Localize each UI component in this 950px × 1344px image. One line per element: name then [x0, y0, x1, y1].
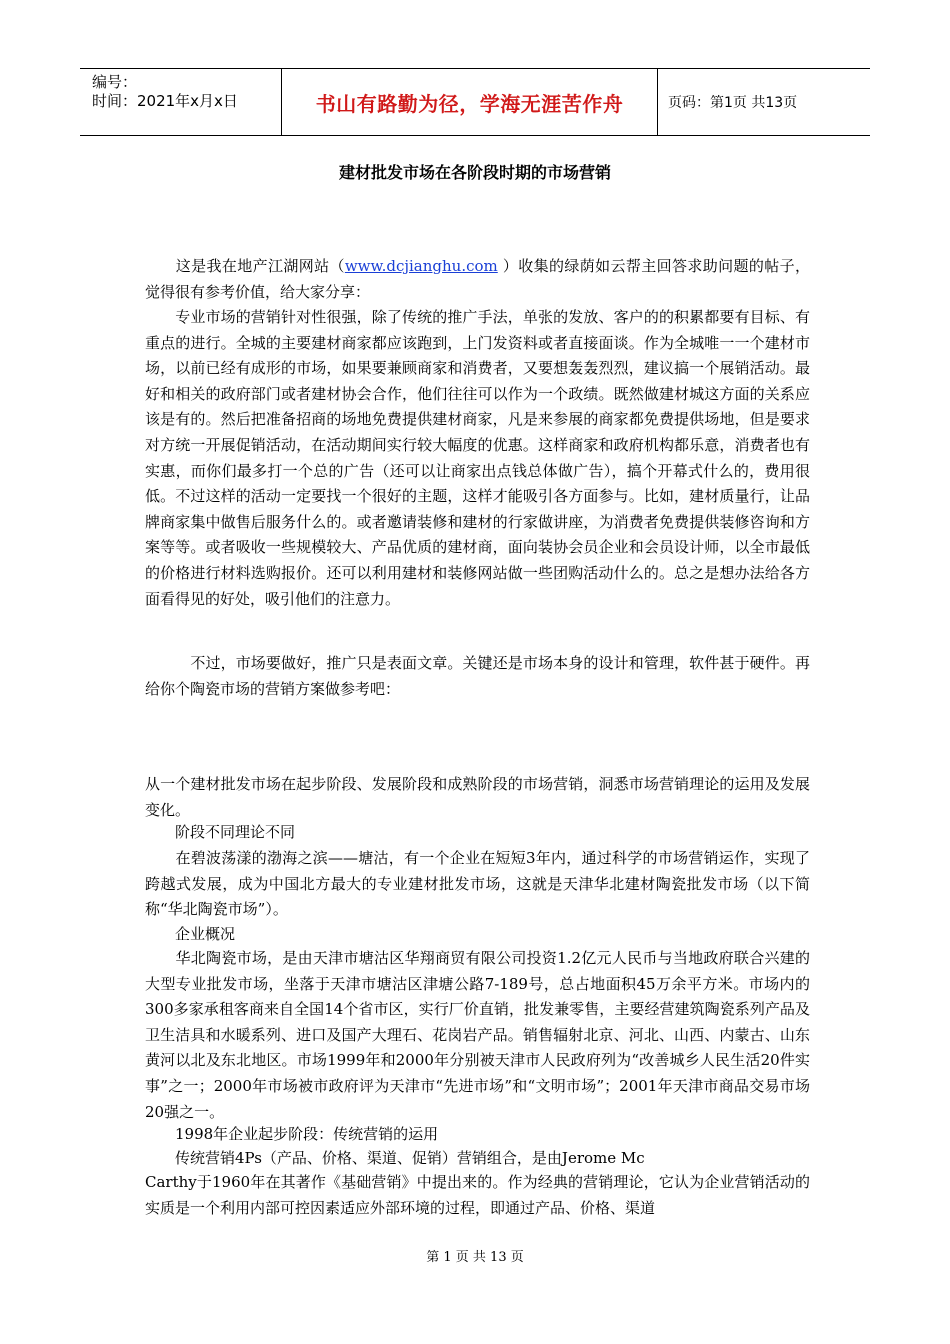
- body-paragraph: 从一个建材批发市场在起步阶段、发展阶段和成熟阶段的市场营销，洞悉市场营销理论的运用及发展变化。: [145, 775, 810, 819]
- header-meta: [80, 69, 282, 135]
- date-label: 时间：2021年x月x日: [92, 92, 238, 110]
- intro-text-after: ）收集的绿荫如云帮主回答求助问题的帖子，觉得很有参考价值，给大家分享：: [145, 257, 810, 301]
- intro-paragraph: [145, 254, 810, 305]
- body-paragraph: 华北陶瓷市场，是由天津市塘沽区华翔商贸有限公司投资1.2亿元人民币与当地政府联合兴建的大型专业批发市场，坐落于天津市塘沽区津塘公路7-189号，总占地面积45万余平方米。市场内的300多家承租客商来自全国14个省市区，实行厂价直销，批发兼零售，主要经营建筑陶瓷系列产品及卫生洁具和水暖系列、进口及国产大理石、花岗岩产品。销售辐射北京、河北、山西、内蒙古、山东黄河以北及东北地区。市场1999年和2000年分别被天津市人民政府列为“改善城乡人民生活20件实事”之一；2000年市场被市政府评为天津市“先进市场”和“文明市场”；2001年天津市商品交易市场20强之一。: [145, 949, 810, 1121]
- header-page-info: 页码：第1页 共13页: [668, 95, 798, 111]
- section-heading: 阶段不同理论不同: [145, 823, 296, 841]
- document-title: 建材批发市场在各阶段时期的市场营销: [338, 163, 611, 182]
- section-heading: 1998年企业起步阶段：传统营销的运用: [145, 1125, 439, 1143]
- body-paragraph: Carthy于1960年在其著作《基础营销》中提出来的。作为经典的营销理论，它认为企业营销活动的实质是一个利用内部可控因素适应外部环境的过程，即通过产品、价格、渠道: [145, 1173, 810, 1217]
- number-label: 编号：: [92, 73, 138, 91]
- body-paragraph: 在碧波荡漾的渤海之滨——塘沽，有一个企业在短短3年内，通过科学的市场营销运作，实现了跨越式发展，成为中国北方最大的专业建材批发市场，这就是天津华北建材陶瓷批发市场（以下简称“华北陶瓷市场”）。: [145, 849, 810, 919]
- section-heading: 企业概况: [145, 925, 236, 943]
- header-motto: 书山有路勤为径，学海无涯苦作舟: [282, 69, 658, 135]
- website-link[interactable]: www.dcjianghu.com: [344, 257, 498, 275]
- intro-text: 这是我在地产江湖网站（: [145, 257, 345, 275]
- document-header: [80, 68, 870, 136]
- body-paragraph: 专业市场的营销针对性很强，除了传统的推广手法，单张的发放、客户的的积累都要有目标、有重点的进行。全城的主要建材商家都应该跑到，上门发资料或者直接面谈。作为全城唯一一个建材市场，以前已经有成形的市场，如果要兼顾商家和消费者，又要想轰轰烈烈，建议搞一个展销活动。最好和相关的政府部门或者建材协会合作，他们往往可以作为一个政绩。既然做建材城这方面的关系应该是有的。然后把准备招商的场地免费提供建材商家，凡是来参展的商家都免费提供场地，但是要求对方统一开展促销活动，在活动期间实行较大幅度的优惠。这样商家和政府机构都乐意，消费者也有实惠，而你们最多打一个总的广告（还可以让商家出点钱总体做广告），搞个开幕式什么的，费用很低。不过这样的活动一定要找一个很好的主题，这样才能吸引各方面参与。比如，建材质量行，让品牌商家集中做售后服务什么的。或者邀请装修和建材的行家做讲座，为消费者免费提供装修咨询和方案等等。或者吸收一些规模较大、产品优质的建材商，面向装协会员企业和会员设计师，以全市最低的价格进行材料选购报价。还可以利用建材和装修网站做一些团购活动什么的。总之是想办法给各方面看得见的好处，吸引他们的注意力。: [145, 308, 810, 608]
- body-paragraph: 不过，市场要做好，推广只是表面文章。关键还是市场本身的设计和管理，软件甚于硬件。再给你个陶瓷市场的营销方案做参考吧：: [145, 654, 810, 698]
- page-footer: 第 1 页 共 13 页: [426, 1250, 524, 1265]
- body-paragraph: 传统营销4Ps（产品、价格、渠道、促销）营销组合，是由Jerome Mc: [145, 1149, 645, 1167]
